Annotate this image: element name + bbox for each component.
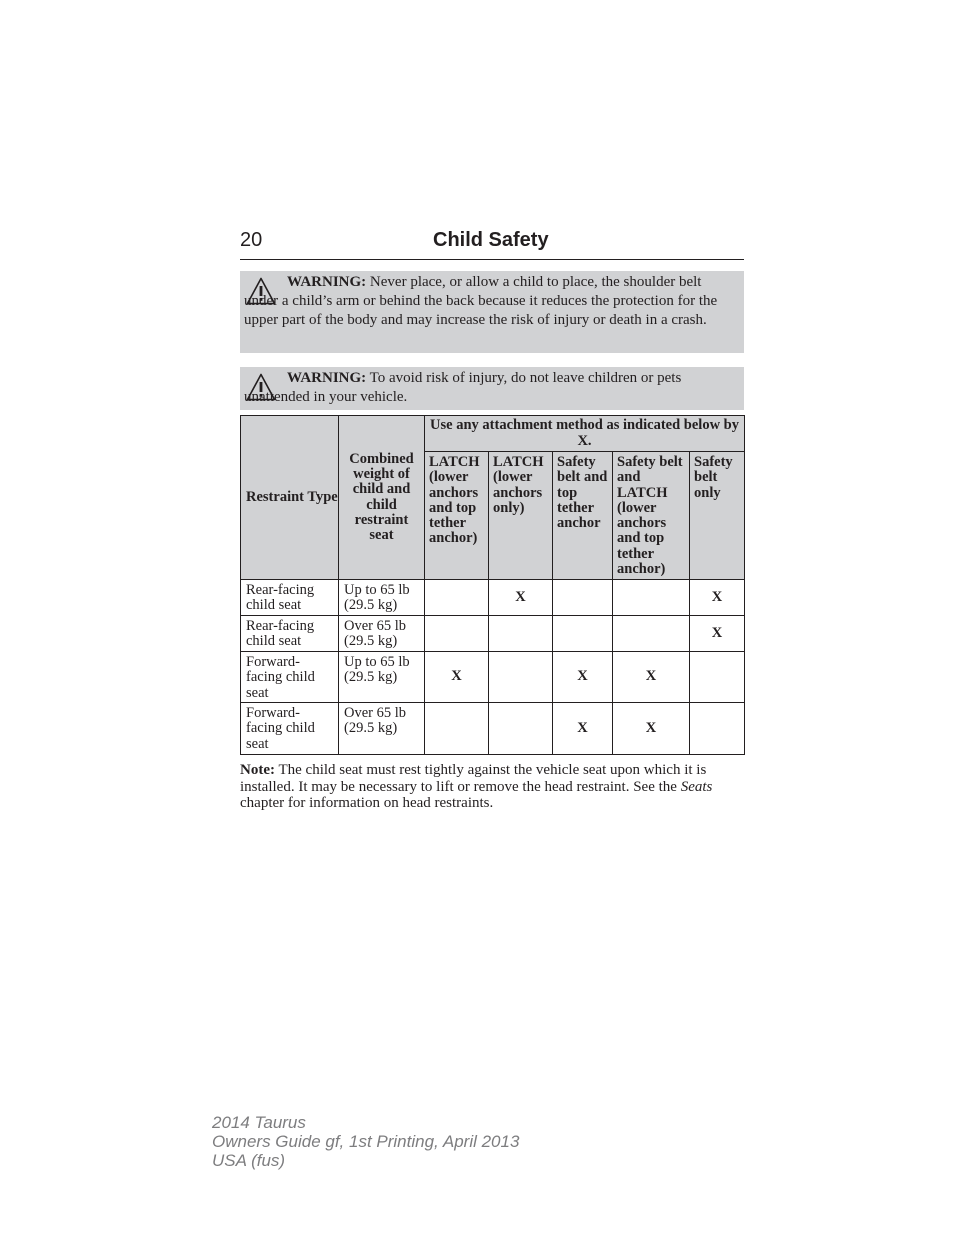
header-restraint-type: Restraint Type [241, 416, 339, 580]
warning-body: To avoid risk of injury, do not leave children or pets unattended in your vehicle. [244, 370, 682, 405]
warning-body: Never place, or allow a child to place, the shoulder belt under a child’s arm or behind the back because it reduces the protection for the upper part of the body and may increase the risk of injury or death in a crash. [244, 274, 718, 328]
mark-cell: X [613, 652, 690, 703]
mark-cell: X [690, 580, 745, 616]
mark-cell [690, 703, 745, 755]
warning-box-unattended [240, 367, 744, 410]
warning-text [244, 369, 739, 407]
note-text: The child seat must rest tightly against the vehicle seat upon which it is installed. It may be necessary to lift or remove the head restraint. See the [240, 762, 707, 795]
restraint-type-cell: Forward-facing child seat [241, 652, 339, 703]
mark-cell [613, 580, 690, 616]
mark-cell [489, 652, 553, 703]
note-label: Note: [240, 762, 275, 778]
page-number: 20 [240, 229, 263, 251]
header-method-latch-lower: LATCH (lower anchors only) [489, 452, 553, 580]
table-row [241, 652, 745, 703]
mark-cell [489, 616, 553, 652]
header-attachment-group: Use any attachment method as indicated below by X. [425, 416, 745, 452]
mark-cell: X [425, 652, 489, 703]
footer-region [212, 1151, 519, 1170]
table-row [241, 703, 745, 755]
mark-cell: X [553, 703, 613, 755]
header-method-belt-only: Safety belt only [690, 452, 745, 580]
table-row [241, 616, 745, 652]
page-header [240, 229, 744, 260]
table-row [241, 580, 745, 616]
restraint-type-cell: Rear-facing child seat [241, 616, 339, 652]
header-method-latch-full: LATCH (lower anchors and top tether anchor) [425, 452, 489, 580]
mark-cell [553, 616, 613, 652]
weight-cell: Up to 65 lb (29.5 kg) [339, 580, 425, 616]
warning-box-shoulder-belt [240, 271, 744, 353]
restraint-type-cell: Rear-facing child seat [241, 580, 339, 616]
mark-cell [425, 580, 489, 616]
header-combined-weight: Combined weight of child and child restraint seat [339, 416, 425, 580]
header-method-belt-latch: Safety belt and LATCH (lower anchors and top tether anchor) [613, 452, 690, 580]
weight-cell: Over 65 lb (29.5 kg) [339, 703, 425, 755]
mark-cell [613, 616, 690, 652]
note-text-end: chapter for information on head restraints. [240, 795, 494, 811]
page-footer [212, 1113, 519, 1170]
mark-cell [425, 703, 489, 755]
footer-region-code: (fus) [251, 1151, 286, 1170]
footer-region-name: USA [212, 1151, 247, 1170]
mark-cell [690, 652, 745, 703]
section-title: Child Safety [433, 229, 549, 251]
note-seats-reference: Seats [680, 778, 713, 795]
weight-cell: Over 65 lb (29.5 kg) [339, 616, 425, 652]
attachment-method-table [240, 415, 745, 755]
note-paragraph [240, 762, 744, 812]
mark-cell: X [690, 616, 745, 652]
mark-cell [553, 580, 613, 616]
warning-label: WARNING: [287, 370, 367, 386]
mark-cell [489, 703, 553, 755]
footer-model: 2014 Taurus [212, 1113, 306, 1132]
weight-cell: Up to 65 lb (29.5 kg) [339, 652, 425, 703]
warning-text [244, 273, 739, 330]
header-method-belt-tether: Safety belt and top tether anchor [553, 452, 613, 580]
footer-edition: Owners Guide gf, 1st Printing, April 2013 [212, 1132, 520, 1151]
mark-cell: X [489, 580, 553, 616]
mark-cell: X [553, 652, 613, 703]
mark-cell [425, 616, 489, 652]
warning-label: WARNING: [287, 274, 367, 290]
mark-cell: X [613, 703, 690, 755]
restraint-type-cell: Forward-facing child seat [241, 703, 339, 755]
